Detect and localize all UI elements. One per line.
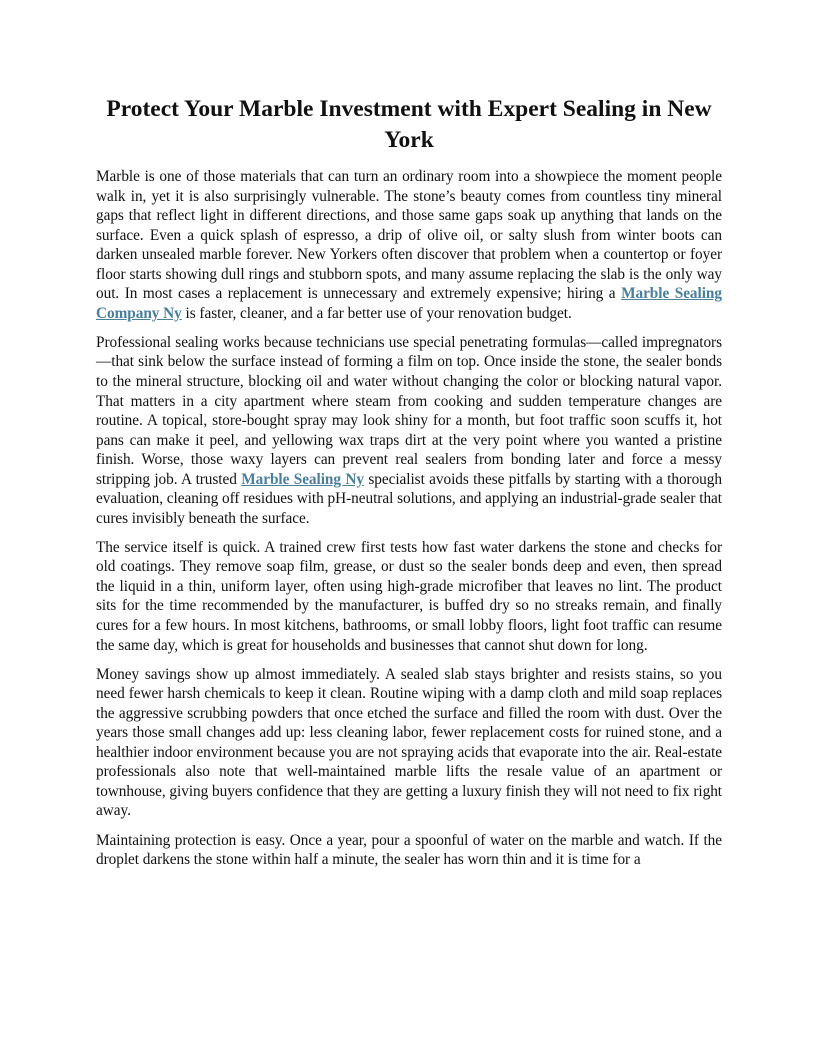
paragraph-text: Marble is one of those materials that can turn an ordinary room into a showpiece the moment people walk in, yet it is also surprisingly vulnerable. The stone’s beauty comes from countless tiny mineral gaps that reflect light in different directions, and those same gaps soak up anything that lands on the surface. Even a quick splash of espresso, a drip of olive oil, or salty slush from winter boots can darken unsealed marble forever. New Yorkers often discover that problem when a countertop or foyer floor starts showing dull rings and stubborn spots, and many assume replacing the slab is the only way out. In most cases a replacement is unnecessary and extremely expensive; hiring a	[96, 168, 722, 303]
marble-sealing-company-ny-link[interactable]: Marble Sealing Company Ny	[96, 285, 722, 322]
paragraph-5: Maintaining protection is easy. Once a year, pour a spoonful of water on the marble and watch. If the droplet darkens the stone within half a minute, the sealer has worn thin and it is time for a	[96, 831, 722, 869]
paragraph-2	[96, 333, 722, 528]
paragraph-3: The service itself is quick. A trained crew first tests how fast water darkens the stone and checks for old coatings. They remove soap film, grease, or dust so the sealer bonds deep and even, then spread the liquid in a thin, uniform layer, often using high-grade microfiber that leaves no lint. The product sits for the time recommended by the manufacturer, is buffed dry so no streaks remain, and finally cures for a few hours. In most kitchens, bathrooms, or small lobby floors, light foot traffic can resume the same day, which is great for households and businesses that cannot shut down for long.	[96, 538, 722, 654]
paragraph-text: specialist avoids these pitfalls by starting with a thorough evaluation, cleaning off residues with pH-neutral solutions, and applying an industrial-grade sealer that cures invisibly beneath the surface.	[96, 470, 722, 527]
paragraph-text: is faster, cleaner, and a far better use of your renovation budget.	[181, 304, 572, 322]
article-body	[96, 167, 722, 879]
paragraph-text: Professional sealing works because technicians use special penetrating formulas—called impregnators—that sink below the surface instead of forming a film on top. Once inside the stone, the sealer bonds to the mineral structure, blocking oil and water without changing the color or blocking natural vapor. That matters in a city apartment where steam from cooking and sudden temperature changes are routine. A topical, store-bought spray may look shiny for a month, but foot traffic soon scuffs it, hot pans can make it peel, and yellowing wax traps dirt at the very point where you wanted a pristine finish. Worse, those waxy layers can prevent real sealers from bonding later and force a messy stripping job. A trusted	[96, 333, 722, 488]
paragraph-4: Money savings show up almost immediately. A sealed slab stays brighter and resists stains, so you need fewer harsh chemicals to keep it clean. Routine wiping with a damp cloth and mild soap replaces the aggressive scrubbing powders that once etched the surface and filled the room with dust. Over the years those small changes add up: less cleaning labor, fewer replacement costs for ruined stone, and a healthier indoor environment because you are not spraying acids that evaporate into the air. Real-estate professionals also note that well-maintained marble lifts the resale value of an apartment or townhouse, giving buyers confidence that they are getting a luxury finish they will not need to fix right away.	[96, 665, 722, 820]
marble-sealing-ny-link[interactable]: Marble Sealing Ny	[241, 470, 364, 488]
page-title: Protect Your Marble Investment with Expert Sealing in New York	[106, 96, 712, 153]
paragraph-1	[96, 167, 722, 323]
